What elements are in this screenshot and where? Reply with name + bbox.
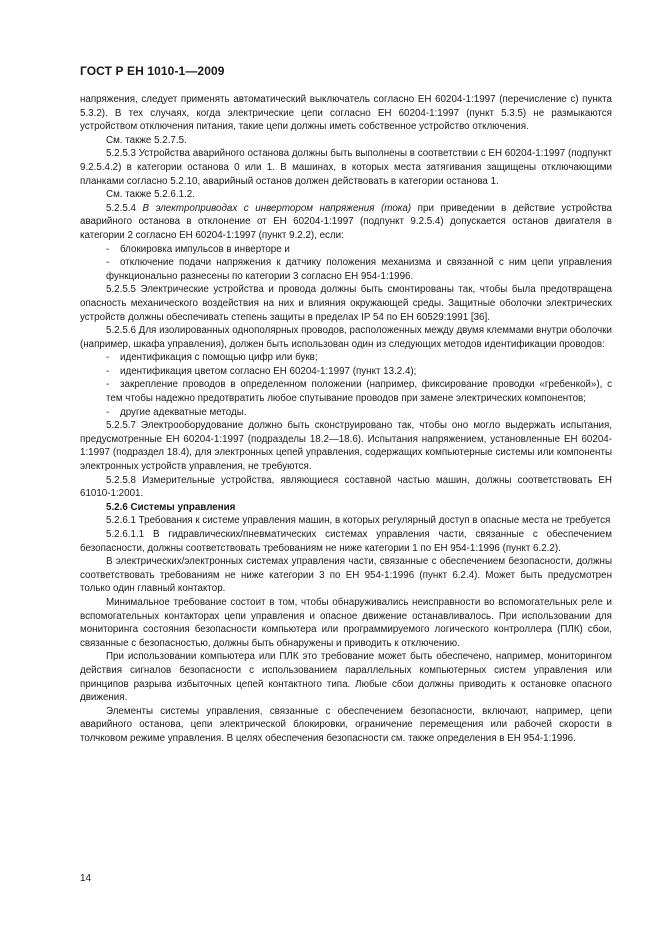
paragraph: напряжения, следует применять автоматический выключатель согласно ЕН 60204-1:1997 (перечисление с) пункта 5.3.2). В тех случаях, когда электрические цепи согласно ЕН 60204-1:1997 (пункт 5.3.5) не размыкаются устройством отключения питания, такие цепи должны иметь собственное устройство отключения. — [80, 94, 612, 133]
list-marker: - — [106, 406, 110, 418]
list-item — [80, 256, 612, 283]
emphasis-text: В электроприводах с инвертором напряжения (тока) — [142, 202, 412, 214]
document-body — [80, 93, 612, 746]
paragraph: В электрических/электронных системах управления части, связанные с обеспечением безопасности, должны соответствовать требованиям не ниже категории 3 по ЕН 954-1:1996 (пункт 6.2.4). Может быть предусмотрен только один главный контактор. — [80, 556, 612, 595]
list-item — [80, 365, 612, 379]
list-item-text: идентификация цветом согласно ЕН 60204-1:1997 (пункт 13.2.4); — [120, 365, 417, 377]
list-item-text: идентификация с помощью цифр или букв; — [120, 352, 318, 364]
list-item-text: закрепление проводов в определенном положении (например, фиксирование проводки «гребенкой»), с тем чтобы надежно предотвратить любое спутывание проводов при замене электрических компонентов; — [106, 379, 612, 405]
paragraph: См. также 5.2.6.1.2. — [106, 189, 195, 201]
list-item-text: другие адекватные методы. — [120, 406, 247, 418]
paragraph: 5.2.5.6 Для изолированных однополярных проводов, расположенных между двумя клеммами внутри оболочки (например, шкафа управления), должен быть использован один из следующих методов идентификации проводов: — [80, 325, 612, 350]
paragraph: Минимальное требование состоит в том, чтобы обнаруживались неисправности во вспомогательных реле и вспомогательных контакторах цепи управления и опасное движение останавливалось. При использовании для мониторинга состояния безопасности компьютера или программируемого логического контроллера (ПЛК) сбои, связанные с безопасностью, должны быть обнаружены и приводить к отключению. — [80, 596, 612, 649]
section-heading: 5.2.6 Системы управления — [106, 501, 236, 513]
paragraph: 5.2.5.7 Электрооборудование должно быть сконструировано так, чтобы оно могло выдержать испытания, предусмотренные ЕН 60204-1:1997 (подразделы 18.2—18.6). Испытания напряжением, установленные ЕН 60204-1:1997 (подраздел 18.4), для электронных цепей управления, содержащих компьютерные системы или компоненты электронных устройств управления, не требуются. — [80, 420, 612, 473]
list-item-text: блокировка импульсов в инверторе и — [120, 243, 290, 255]
list-item — [80, 378, 612, 405]
list-marker: - — [106, 352, 110, 364]
document-header: ГОСТ Р ЕН 1010-1—2009 — [80, 64, 225, 78]
list-marker: - — [106, 257, 110, 269]
list-item-text: отключение подачи напряжения к датчику положения механизма и связанной с ним цепи управления функционально разнесены по категории 3 согласно ЕН 954-1:1996. — [106, 257, 612, 282]
list-item — [80, 406, 612, 420]
paragraph: 5.2.6.1.1 В гидравлических/пневматических системах управления части, связанные с обеспечением безопасности, должны соответствовать требованиям не ниже категории 1 по ЕН 954-1:1996 (пункт 6.2.2). — [80, 529, 612, 554]
paragraph: При использовании компьютера или ПЛК это требование может быть обеспечено, например, мониторингом действия сигналов безопасности с использованием параллельных компьютерных систем управления или принципов разрыва избыточных цепей контактного типа. Любые сбои должны приводить к остановке опасного движения. — [80, 651, 612, 704]
paragraph: См. также 5.2.7.5. — [106, 134, 187, 146]
paragraph: 5.2.5.3 Устройства аварийного останова должны быть выполнены в соответствии с ЕН 60204-1:1997 (подпункт 9.2.5.4.2) в категории останова 0 или 1. В машинах, в которых места затягивания защищены отключающими планками согласно 5.2.10, аварийный останов должен действовать в категории останова 1. — [80, 148, 612, 187]
paragraph: Элементы системы управления, связанные с обеспечением безопасности, включают, например, цепи аварийного останова, цепи электрической блокировки, ограничение перемещения или рабочей скорости в толчковом режиме управления. В целях обеспечения безопасности см. также определения в ЕН 954-1:1996. — [80, 705, 612, 744]
clause-number: 5.2.5.4 — [106, 202, 143, 214]
paragraph: 5.2.5.8 Измерительные устройства, являющиеся составной частью машин, должны соответствовать ЕН 61010-1:2001. — [80, 474, 612, 500]
list-marker: - — [106, 243, 110, 255]
list-item — [80, 351, 612, 365]
list-marker: - — [106, 365, 110, 377]
paragraph-emphasis — [80, 202, 612, 243]
paragraph: 5.2.6.1 Требования к системе управления машин, в которых регулярный доступ в опасные места не требуется — [106, 515, 611, 527]
page-number: 14 — [80, 873, 92, 884]
list-item — [80, 243, 612, 257]
list-marker: - — [106, 379, 110, 391]
paragraph: 5.2.5.5 Электрические устройства и провода должны быть смонтированы так, чтобы была предотвращена опасность механического воздействия на них и влияния окружающей среды. Защитные оболочки электрических устройств должны обеспечивать степень защиты в пределах IP 54 по ЕН 60529:1991 [36]. — [80, 284, 612, 323]
clause-text: при приведении в действие устройства аварийного останова в отклонение от ЕН 60204-1:1997 (подпункт 9.2.5.4) допускается останов двигателя в категории 2 согласно ЕН 60204-1:1997 (пункт 9.2.2), если: — [80, 202, 612, 241]
